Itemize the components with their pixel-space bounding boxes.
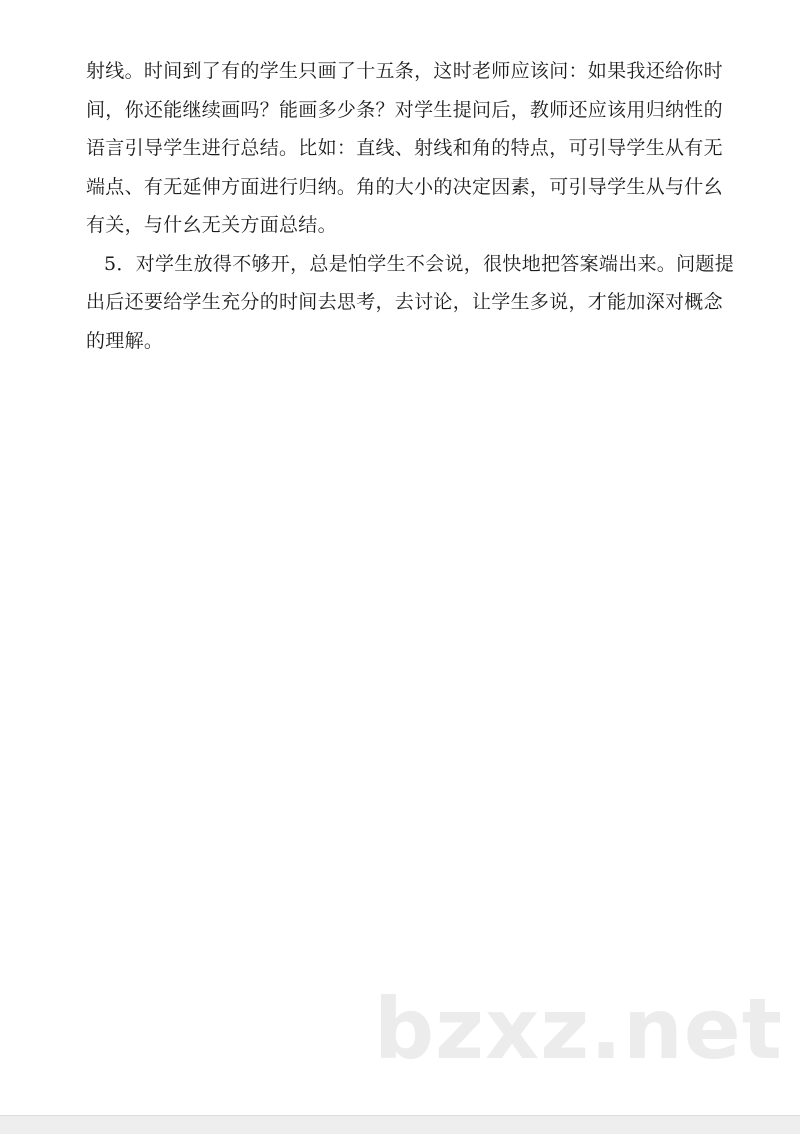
text-line: 出后还要给学生充分的时间去思考，去讨论，让学生多说，才能加深对概念 — [86, 291, 723, 313]
text-line: 射线。时间到了有的学生只画了十五条，这时老师应该问：如果我还给你时 — [86, 60, 723, 82]
document-body — [86, 52, 734, 360]
text-line: 语言引导学生进行总结。比如：直线、射线和角的特点，可引导学生从有无 — [86, 137, 723, 159]
paragraph-2 — [86, 245, 734, 361]
page-bottom-border — [0, 1115, 800, 1134]
paragraph-1 — [86, 52, 722, 245]
text-line: 5．对学生放得不够开，总是怕学生不会说，很快地把答案端出来。问题提 — [104, 252, 734, 275]
watermark-logo: bzxz.net — [374, 980, 783, 1078]
text-line: 间，你还能继续画吗？能画多少条？对学生提问后，教师还应该用归纳性的 — [86, 98, 723, 121]
text-line: 端点、有无延伸方面进行归纳。角的大小的决定因素，可引导学生从与什幺 — [86, 175, 723, 198]
text-line: 的理解。 — [86, 329, 164, 352]
text-line: 有关，与什幺无关方面总结。 — [86, 214, 337, 236]
